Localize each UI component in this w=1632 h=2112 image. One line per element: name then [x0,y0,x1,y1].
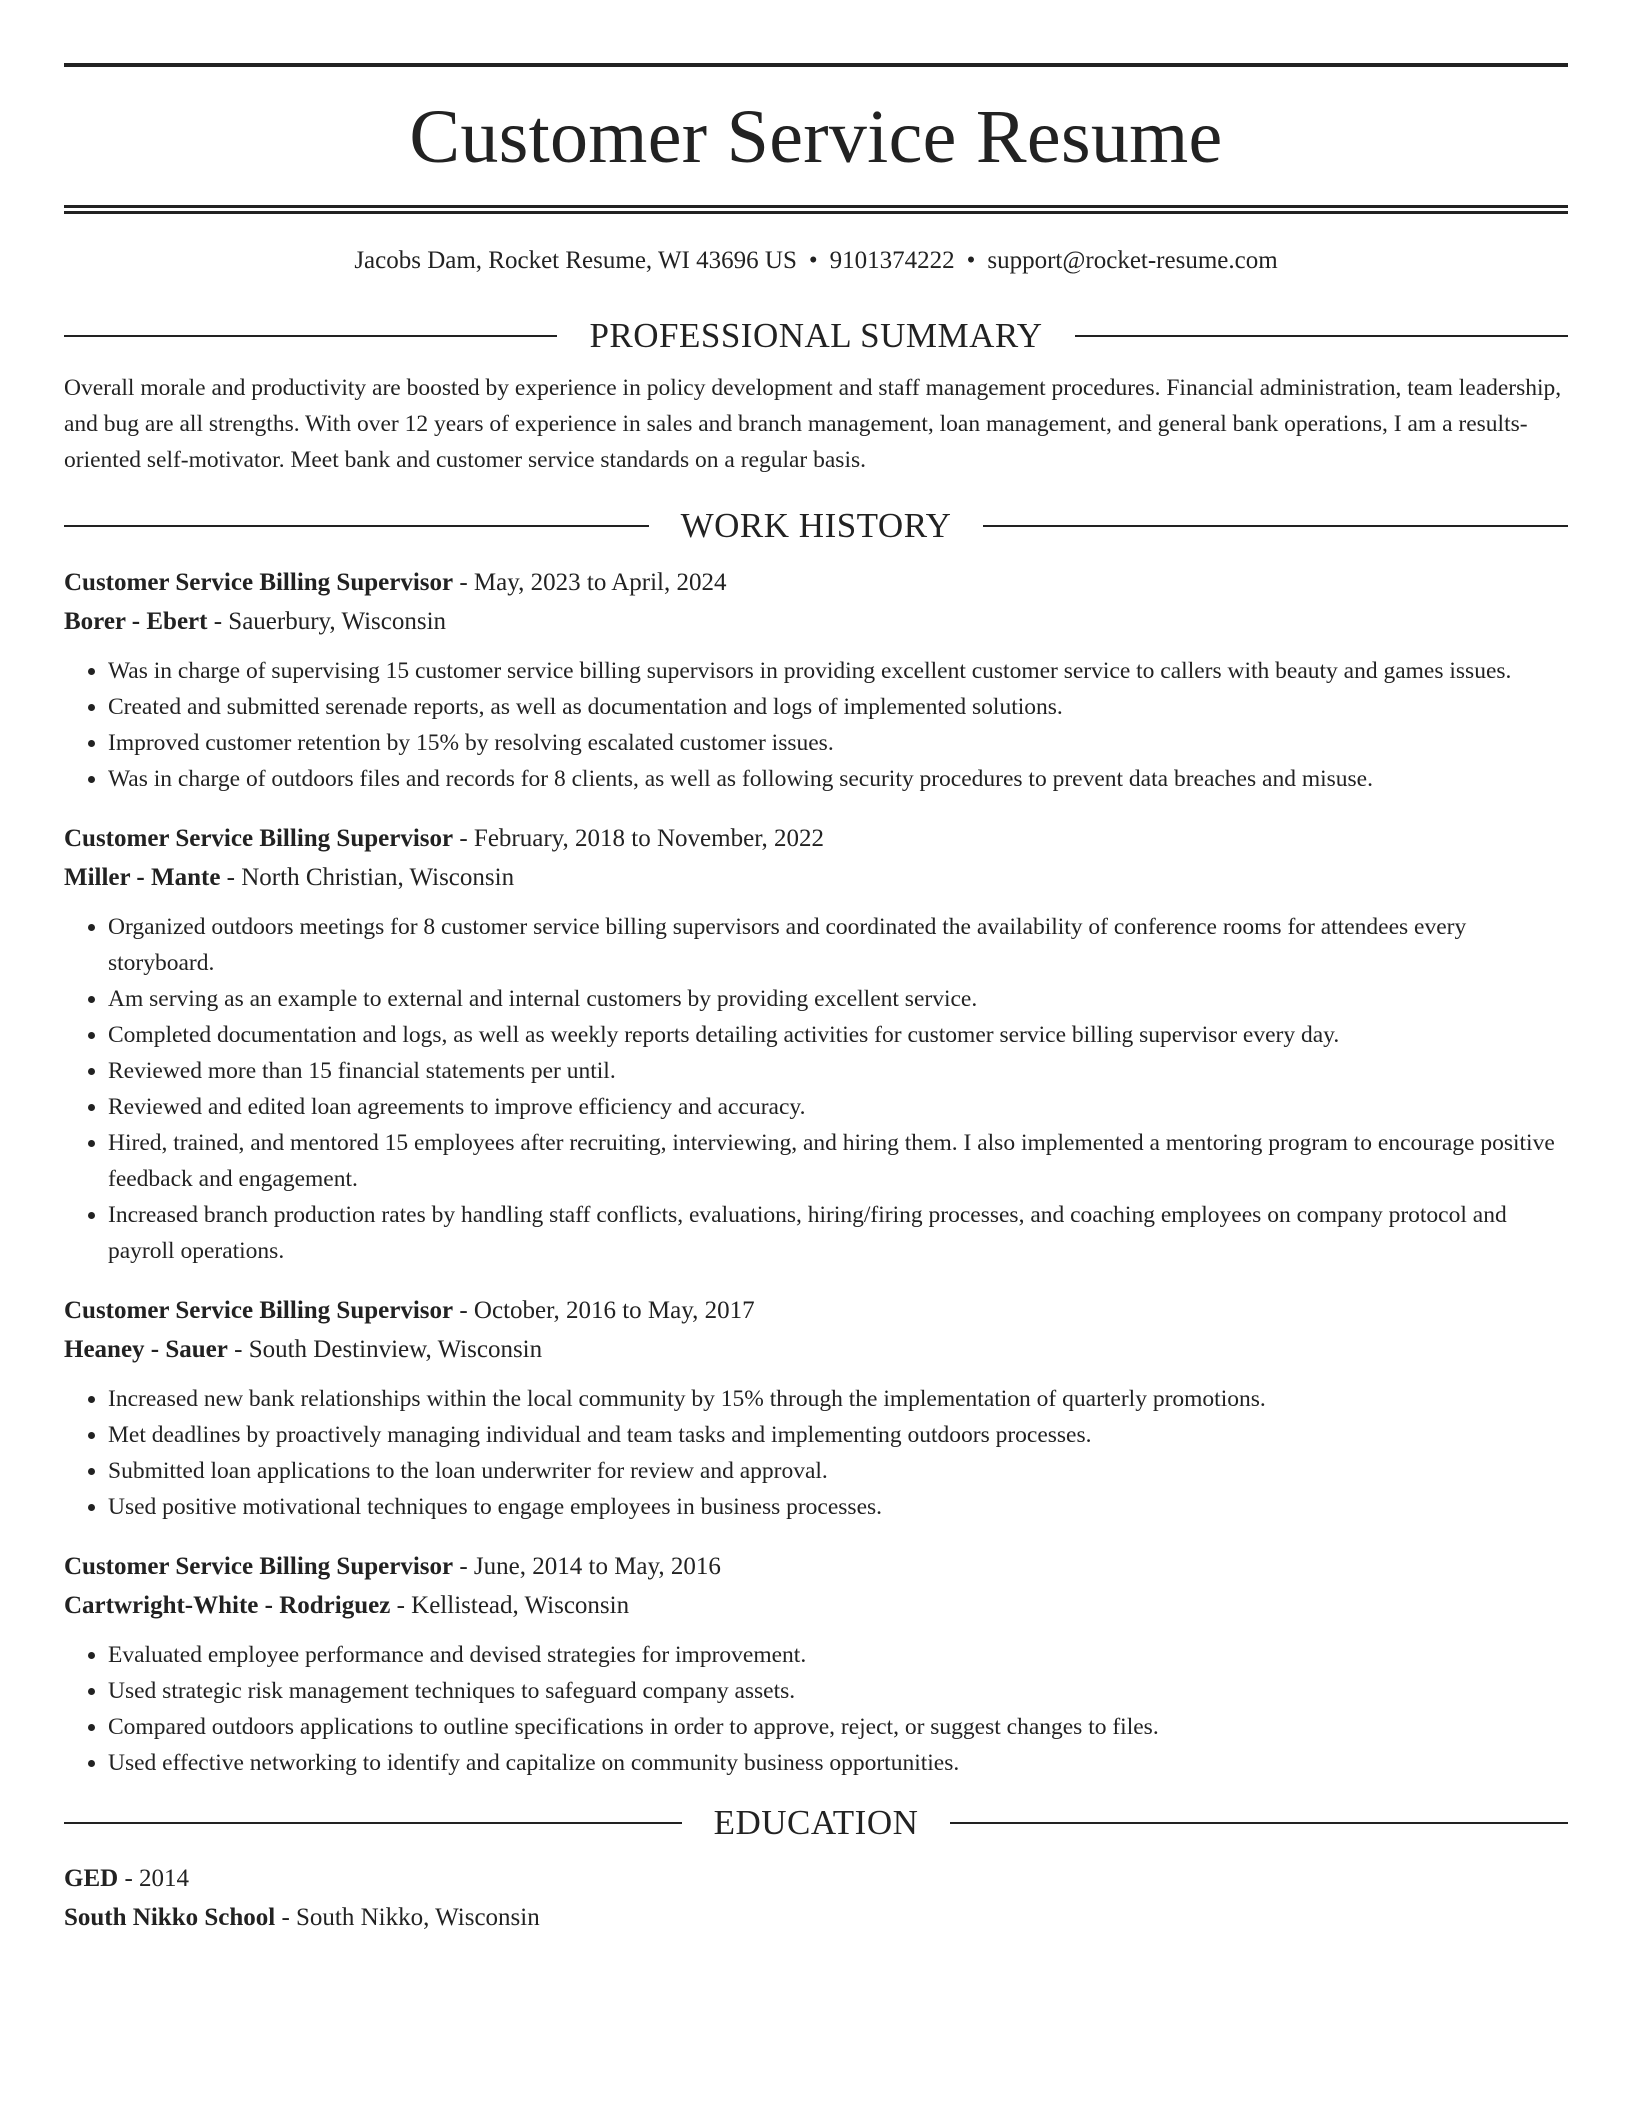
job-dates: - June, 2014 to May, 2016 [453,1553,721,1580]
job-dates: - February, 2018 to November, 2022 [453,825,825,852]
double-rule [64,205,1568,214]
job-bullet: • Increased new bank relationships within the local community by 15% through the implementation of quarterly promotions. [108,1381,1568,1417]
job-dates: - May, 2023 to April, 2024 [453,569,727,596]
job-bullet: • Used strategic risk management techniques to safeguard company assets. [108,1673,1568,1709]
education-heading-label: EDUCATION [713,1803,919,1842]
job-title-line [64,819,1568,858]
job-bullet: • Used effective networking to identify and capitalize on community business opportunities. [108,1745,1568,1781]
job-title-line [64,1291,1568,1330]
job-bullet: • Used positive motivational techniques to engage employees in business processes. [108,1489,1568,1525]
job-company-line [64,602,1568,641]
job-entry [64,563,1568,797]
job-entry [64,1547,1568,1781]
job-bullet: • Hired, trained, and mentored 15 employees after recruiting, interviewing, and hiring them. I also implemented a mentoring program to encourage positive feedback and engagement. [108,1125,1568,1197]
job-bullet: • Met deadlines by proactively managing individual and team tasks and implementing outdoors processes. [108,1417,1568,1453]
work-section-heading [64,506,1568,546]
contact-line [64,246,1568,276]
contact-separator: • [808,247,818,274]
job-company: Heaney - Sauer [64,1336,228,1363]
work-heading-label: WORK HISTORY [680,506,952,545]
resume-title: Customer Service Resume [409,95,1223,179]
job-title: Customer Service Billing Supervisor [64,825,454,852]
work-history-list [64,563,1568,1781]
job-bullet: • Improved customer retention by 15% by resolving escalated customer issues. [108,725,1568,761]
job-entry [64,1291,1568,1525]
job-location: - Sauerbury, Wisconsin [207,608,447,635]
heading-rule [950,1822,1568,1824]
education-school-line [64,1898,1568,1937]
job-bullet: • Was in charge of supervising 15 customer service billing supervisors in providing excellent customer service to callers with beauty and games issues. [108,653,1568,689]
job-bullet: • Submitted loan applications to the loan underwriter for review and approval. [108,1453,1568,1489]
contact-email: support@rocket-resume.com [987,247,1278,274]
education-section-heading [64,1803,1568,1843]
summary-section-heading [64,316,1568,356]
contact-phone: 9101374222 [829,247,955,274]
job-bullet: • Organized outdoors meetings for 8 customer service billing supervisors and coordinated the availability of conference rooms for attendees every storyboard. [108,909,1568,981]
job-company-line [64,1586,1568,1625]
job-bullet: • Increased branch production rates by handling staff conflicts, evaluations, hiring/firing processes, and coaching employees on company protocol and payroll operations. [108,1197,1568,1269]
heading-rule [64,1822,682,1824]
job-bullets [64,1381,1568,1525]
job-title: Customer Service Billing Supervisor [64,1553,454,1580]
job-title-line [64,1547,1568,1586]
heading-rule [64,335,557,337]
job-bullet: • Am serving as an example to external and internal customers by providing excellent service. [108,981,1568,1017]
job-bullet: • Created and submitted serenade reports, as well as documentation and logs of implemented solutions. [108,689,1568,725]
job-bullets [64,1637,1568,1781]
heading-rule [64,525,649,527]
job-bullet: • Was in charge of outdoors files and records for 8 clients, as well as following security procedures to prevent data breaches and misuse. [108,761,1568,797]
job-title: Customer Service Billing Supervisor [64,569,454,596]
heading-rule [1075,335,1568,337]
contact-separator: • [966,247,976,274]
job-title: Customer Service Billing Supervisor [64,1297,454,1324]
job-company: Miller - Mante [64,864,221,891]
education-degree-line [64,1859,1568,1898]
job-bullet: • Reviewed more than 15 financial statements per until. [108,1053,1568,1089]
job-bullets [64,653,1568,797]
job-bullet: • Compared outdoors applications to outline specifications in order to approve, reject, or suggest changes to files. [108,1709,1568,1745]
job-location: - Kellistead, Wisconsin [390,1592,630,1619]
heading-rule [983,525,1568,527]
job-company-line [64,1330,1568,1369]
job-dates: - October, 2016 to May, 2017 [453,1297,755,1324]
education-location: - South Nikko, Wisconsin [275,1904,540,1931]
contact-address: Jacobs Dam, Rocket Resume, WI 43696 US [354,247,797,274]
summary-heading-label: PROFESSIONAL SUMMARY [589,316,1043,355]
education-school: South Nikko School [64,1904,276,1931]
job-bullets [64,909,1568,1269]
education-degree: GED [64,1865,119,1892]
top-rule [64,63,1568,67]
job-entry [64,819,1568,1269]
job-bullet: • Completed documentation and logs, as well as weekly reports detailing activities for customer service billing supervisor every day. [108,1017,1568,1053]
job-location: - South Destinview, Wisconsin [227,1336,543,1363]
job-bullet: • Evaluated employee performance and devised strategies for improvement. [108,1637,1568,1673]
job-title-line [64,563,1568,602]
job-company: Cartwright-White - Rodriguez [64,1592,391,1619]
job-company: Borer - Ebert [64,608,208,635]
education-entry [64,1859,1568,1937]
job-bullet: • Reviewed and edited loan agreements to improve efficiency and accuracy. [108,1089,1568,1125]
job-location: - North Christian, Wisconsin [220,864,515,891]
summary-text: Overall morale and productivity are boosted by experience in policy development and staff management procedures. Financial administration, team leadership, and bug are all strengths. With over 12 years of experience in sales and branch management, loan management, and general bank operations, I am a results-oriented self-motivator. Meet bank and customer service standards on a regular basis. [64,375,1562,473]
education-year: - 2014 [118,1865,190,1892]
job-company-line [64,858,1568,897]
